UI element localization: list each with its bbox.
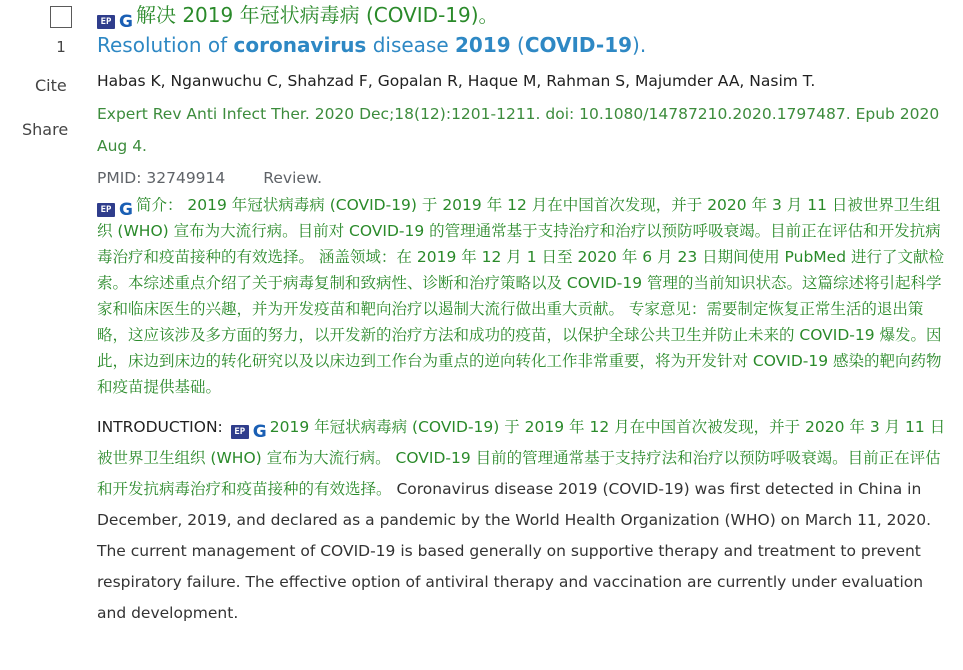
ep-translate-icon: EP [97, 15, 115, 29]
google-translate-icon: G [119, 200, 133, 220]
author-list: Habas K, Nganwuchu C, Shahzad F, Gopalan R, Haque M, Rahman S, Majumder AA, Nasim T. [97, 72, 816, 90]
google-translate-icon: G [252, 422, 267, 442]
translated-title-text: 解决 2019 年冠状病毒病 (COVID-19)。 [135, 3, 499, 27]
select-result-checkbox[interactable] [50, 6, 72, 28]
share-button[interactable]: Share [22, 120, 69, 139]
cite-button[interactable]: Cite [35, 76, 67, 95]
abstract-introduction [97, 412, 947, 629]
publication-type: Review. [263, 169, 323, 187]
journal-citation: Expert Rev Anti Infect Ther. 2020 Dec;18(12):1201-1211. doi: 10.1080/14787210.2020.1797487. Epub 2020 Aug 4. [97, 105, 940, 155]
translation-badge[interactable] [97, 12, 133, 32]
result-sidebar [0, 0, 92, 670]
search-result [97, 0, 947, 629]
google-translate-icon: G [119, 12, 133, 32]
introduction-label: INTRODUCTION: [97, 418, 223, 436]
ep-translate-icon: EP [97, 203, 115, 217]
introduction-translation: 2019 年冠状病毒病 (COVID-19) 于 2019 年 12 月在中国首次被发现，并于 2020 年 3 月 11 日被世界卫生组织 (WHO) 宣布为大流行病。 COVID-19 目前的管理通常基于支持疗法和治疗以预防呼吸衰竭。目前正在评估和开发抗病毒治疗和疫苗接种的有效选择。 [97, 418, 946, 498]
article-title-link[interactable]: Resolution of coronavirus disease 2019 (COVID-19). [97, 33, 647, 57]
result-number: 1 [56, 38, 66, 56]
translated-title [97, 0, 947, 30]
translation-badge[interactable] [231, 422, 267, 442]
introduction-text: Coronavirus disease 2019 (COVID-19) was first detected in China in December, 2019, and declared as a pandemic by the World Health Organization (WHO) on March 11, 2020. The current management of COVID-19 is based generally on supportive therapy and treatment to prevent respiratory failure. The effective option of antiviral therapy and vaccination are currently under evaluation and development. [97, 480, 932, 622]
ep-translate-icon: EP [231, 425, 249, 439]
translation-badge[interactable] [97, 200, 133, 220]
translated-abstract [97, 192, 947, 400]
pmid: PMID: 32749914 [97, 169, 226, 187]
pmid-row [97, 165, 947, 191]
translated-abstract-text: 简介： 2019 年冠状病毒病 (COVID-19) 于 2019 年 12 月在中国首次发现，并于 2020 年 3 月 11 日被世界卫生组织 (WHO) 宣布为大流行病。目前对 COVID-19 的管理通常基于支持治疗和治疗以预防呼吸衰竭。目前正在评估和开发抗病毒治疗和疫苗接种的有效选择。 涵盖领域：在 2019 年 12 月 1 日至 2020 年 6 月 23 日期间使用 PubMed 进行了文献检索。本综述重点介绍了关于病毒复制和致病性、诊断和治疗策略以及 COVID-19 管理的当前知识状态。这篇综述将引起科学家和临床医生的兴趣，并为开发疫苗和靶向治疗以遏制大流行做出重大贡献。 专家意见：需要制定恢复正常生活的退出策略，这应该涉及多方面的努力，以开发新的治疗方法和成功的疫苗，以保护全球公共卫生并防止未来的 COVID-19 爆发。因此，床边到床边的转化研究以及以床边到工作台为重点的逆向转化工作非常重要，将为开发针对 COVID-19 感染的靶向药物和疫苗提供基础。 [97, 196, 944, 396]
